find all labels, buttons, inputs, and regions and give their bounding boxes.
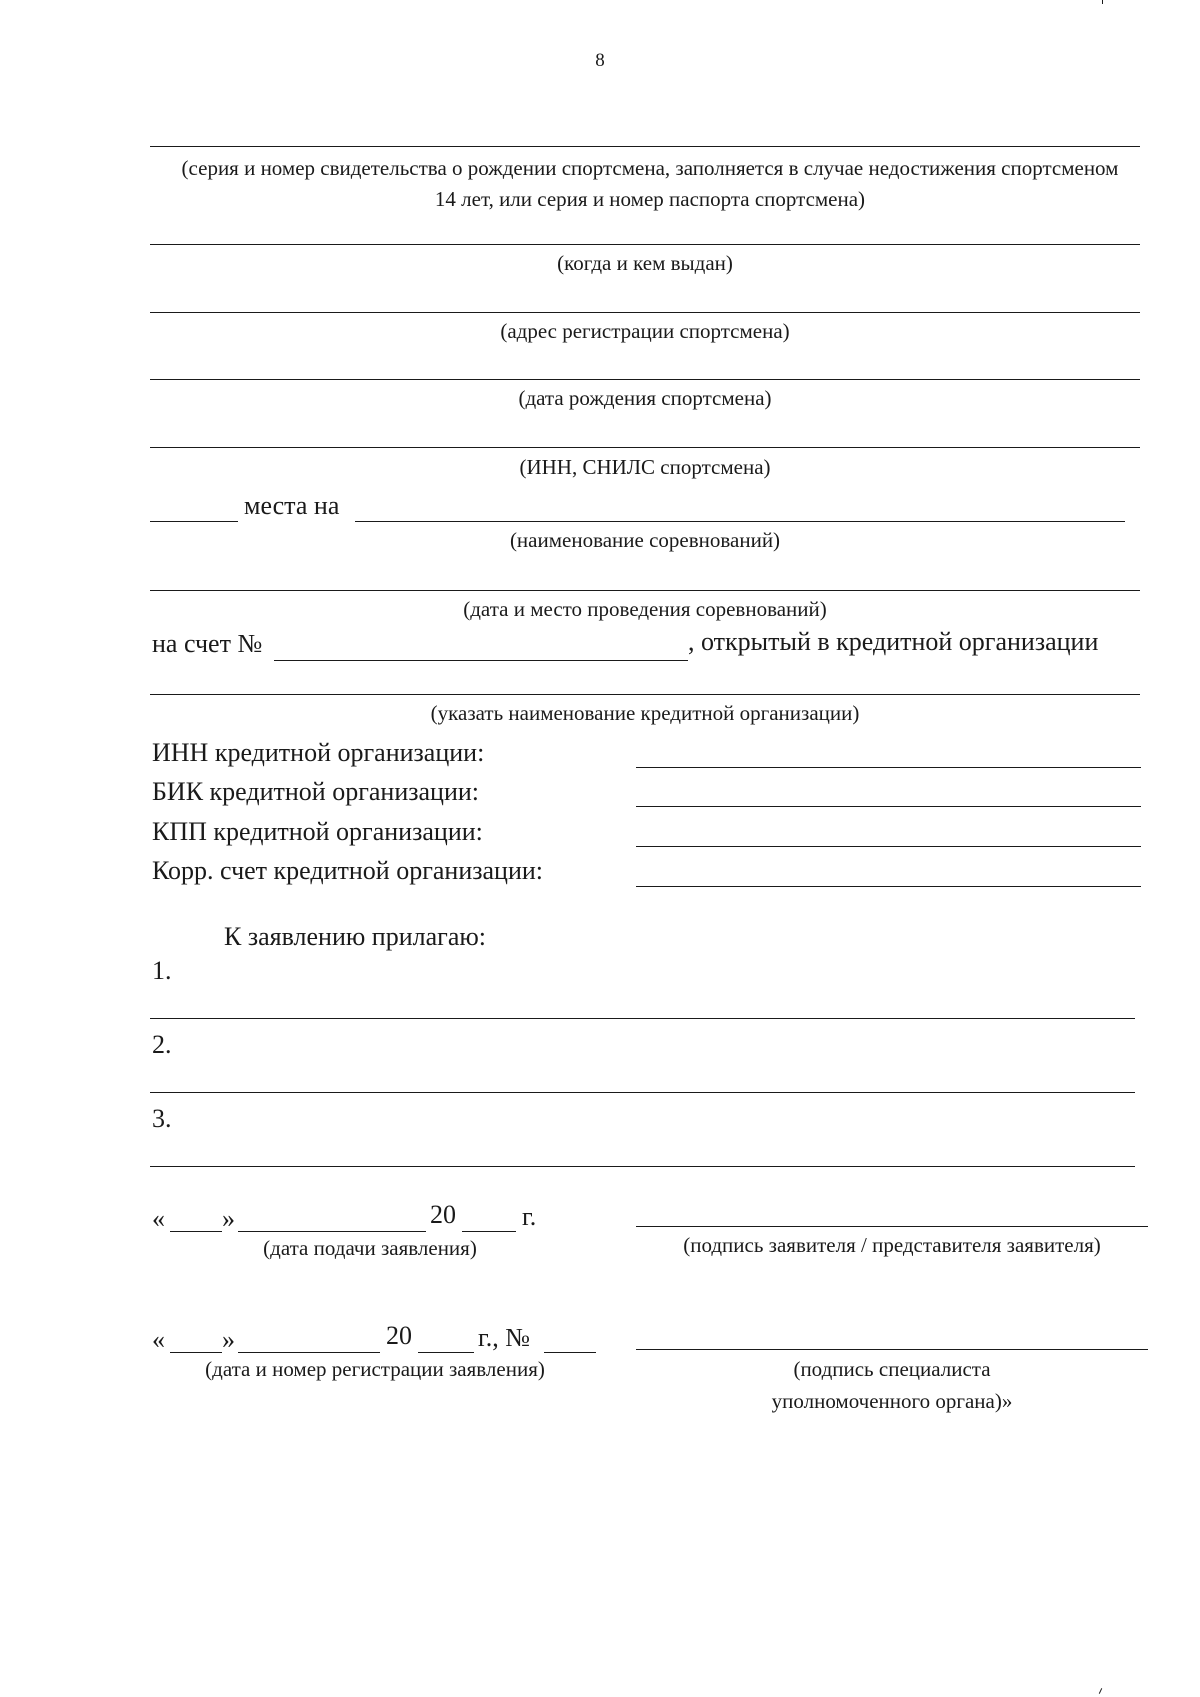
specialist-signature-field [636, 1349, 1148, 1350]
registration-year-prefix: 20 [386, 1321, 412, 1350]
applicant-signature-caption: (подпись заявителя / представителя заявителя) [683, 1233, 1101, 1257]
bank-inn-field [636, 767, 1141, 768]
place-label: места на [244, 491, 340, 520]
submission-date-caption: (дата подачи заявления) [263, 1236, 477, 1260]
submission-quote-close: » [222, 1204, 235, 1233]
applicant-signature-field [636, 1226, 1148, 1227]
birth-date-line [150, 379, 1140, 380]
bank-inn-label: ИНН кредитной организации: [152, 738, 485, 767]
attachment-line-2 [150, 1092, 1135, 1093]
scan-mark-top-right [1102, 0, 1103, 4]
competition-date-line [150, 590, 1140, 591]
registration-quote-open: « [152, 1325, 165, 1354]
registration-quote-close: » [222, 1325, 235, 1354]
registration-day-field [170, 1352, 222, 1353]
submission-quote-open: « [152, 1204, 165, 1233]
address-caption: (адрес регистрации спортсмена) [500, 319, 790, 343]
attachment-item-1: 1. [152, 956, 172, 985]
competition-name-caption: (наименование соревнований) [509, 528, 781, 552]
issued-line [150, 244, 1140, 245]
attachment-line-3 [150, 1166, 1135, 1167]
competition-date-caption: (дата и место проведения соревнований) [463, 597, 827, 621]
competition-name-field [355, 521, 1125, 522]
registration-year-suffix: г., № [478, 1323, 531, 1352]
scan-mark-bottom-right [1099, 1688, 1102, 1694]
issued-caption: (когда и кем выдан) [557, 251, 733, 275]
bank-kpp-field [636, 846, 1141, 847]
registration-number-field [544, 1352, 596, 1353]
bank-corr-account-label: Корр. счет кредитной организации: [152, 856, 544, 885]
attachments-heading: К заявлению прилагаю: [224, 922, 487, 951]
bank-name-caption: (указать наименование кредитной организации) [430, 701, 860, 725]
account-number-field [274, 660, 688, 661]
document-number-caption: (серия и номер свидетельства о рождении спортсмена, заполняется в случае недостижения спортсменом 14 лет, или серия и номер паспорта спортсмена) [181, 156, 1119, 211]
registration-year-field [418, 1352, 474, 1353]
bank-name-line [150, 694, 1140, 695]
inn-snils-caption: (ИНН, СНИЛС спортсмена) [519, 455, 771, 479]
specialist-signature-caption-line1: (подпись специалиста [793, 1357, 991, 1381]
bank-bik-field [636, 806, 1141, 807]
submission-month-field [238, 1231, 426, 1232]
account-suffix: , открытый в кредитной организации [688, 627, 1099, 656]
bank-kpp-label: КПП кредитной организации: [152, 817, 483, 846]
attachment-line-1 [150, 1018, 1135, 1019]
place-count-field [150, 521, 238, 522]
attachment-item-2: 2. [152, 1030, 172, 1059]
submission-year-suffix: г. [522, 1202, 537, 1231]
submission-day-field [170, 1231, 222, 1232]
submission-year-field [462, 1231, 516, 1232]
specialist-signature-caption-line2: уполномоченного органа)» [771, 1389, 1013, 1413]
registration-month-field [238, 1352, 380, 1353]
bank-bik-label: БИК кредитной организации: [152, 777, 480, 806]
page-number: 8 [595, 50, 605, 71]
registration-date-caption: (дата и номер регистрации заявления) [205, 1357, 545, 1381]
bank-corr-account-field [636, 886, 1141, 887]
address-line [150, 312, 1140, 313]
attachment-item-3: 3. [152, 1104, 172, 1133]
account-prefix: на счет № [152, 629, 263, 658]
inn-snils-line [150, 447, 1140, 448]
submission-year-prefix: 20 [430, 1200, 456, 1229]
document-number-line [150, 146, 1140, 147]
birth-date-caption: (дата рождения спортсмена) [518, 386, 772, 410]
